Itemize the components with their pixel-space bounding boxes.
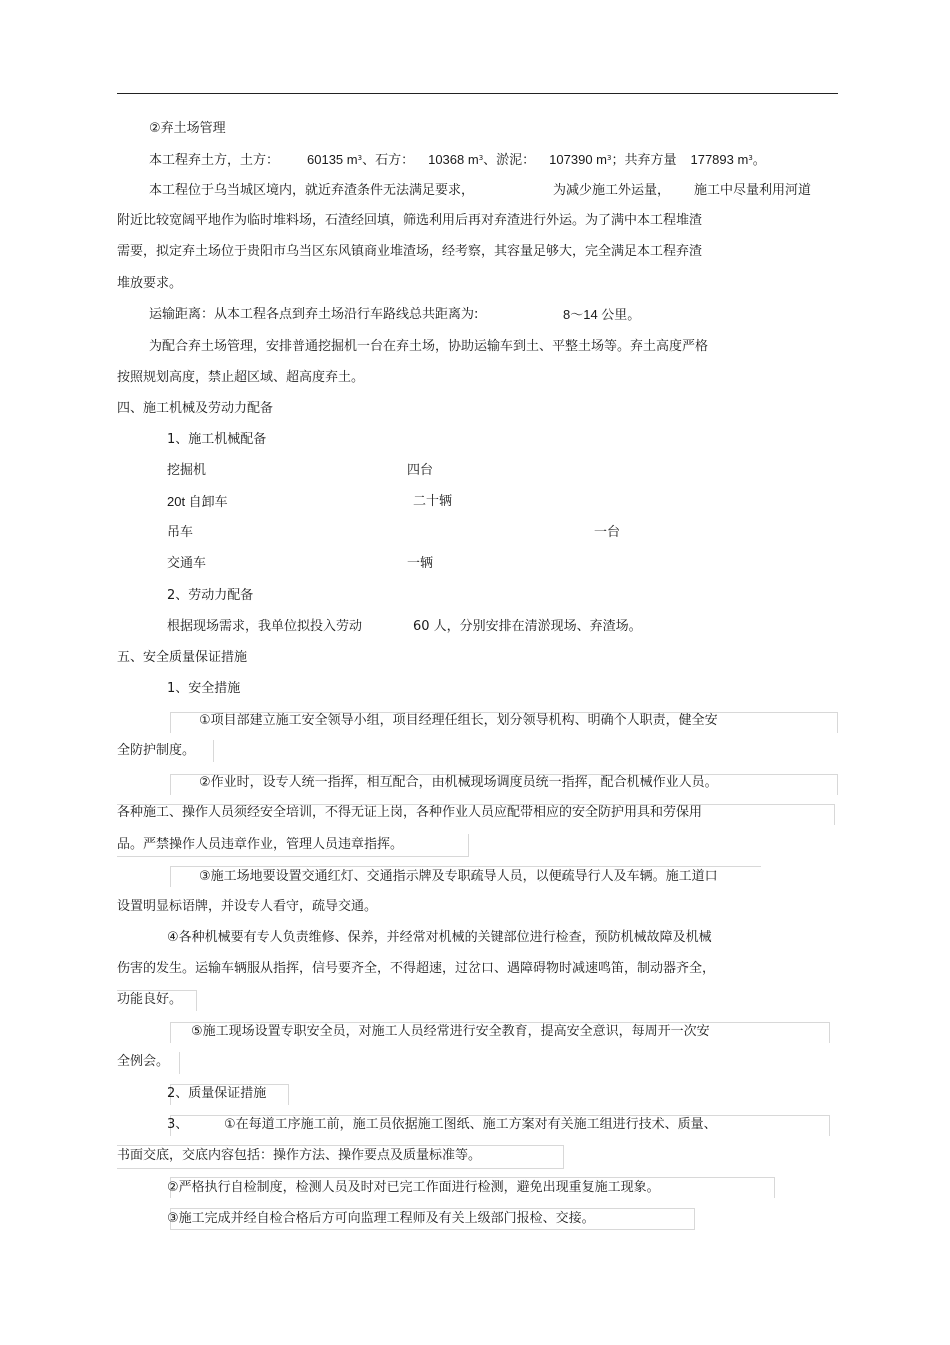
- para2-line2: 按照规划高度，禁止超区域、超高度弃土。: [117, 370, 365, 385]
- quality1-line2: 书面交底，交底内容包括：操作方法、操作要点及质量标准等。: [117, 1148, 482, 1163]
- safety1-line2: 全防护制度。: [117, 743, 196, 758]
- section4-2-heading: 2、劳动力配备: [167, 588, 254, 603]
- section5-2-heading: 2、质量保证措施: [167, 1086, 267, 1101]
- quality2: ②严格执行自检制度，检测人员及时对已完工作面进行检测，避免出现重复施工现象。: [167, 1180, 660, 1195]
- machine-name: 挖掘机: [167, 463, 207, 478]
- section4-heading: 四、施工机械及劳动力配备: [117, 401, 274, 416]
- header-rule: [117, 93, 838, 94]
- section5-heading: 五、安全质量保证措施: [117, 650, 248, 665]
- safety4-line3: 功能良好。: [117, 992, 183, 1007]
- safety3-line2: 设置明显标语牌，并设专人看守，疏导交通。: [117, 899, 378, 914]
- machine-name: 20t 自卸车: [167, 494, 228, 509]
- spoil-volumes: [149, 151, 766, 170]
- para1-line1a: 本工程位于乌当城区境内，就近弃渣条件无法满足要求，: [149, 183, 475, 198]
- safety2-line3: 品。严禁操作人员违章作业，管理人员违章指挥。: [117, 837, 404, 852]
- quality3: ③施工完成并经自检合格后方可向监理工程师及有关上级部门报检、交接。: [167, 1211, 595, 1226]
- cube-sup: 3: [607, 154, 612, 162]
- section5-1-heading: 1、安全措施: [167, 681, 241, 696]
- labor-text-b: 60 人，分别安排在清淤现场、弃渣场。: [413, 619, 642, 634]
- distance-label: 运输距离：从本工程各点到弃土场沿行车路线总共距离为:: [149, 307, 479, 322]
- machine-qty: 一台: [594, 525, 621, 540]
- safety5-line2: 全例会。: [117, 1054, 170, 1069]
- quality1-line1: ①在每道工序施工前，施工员依据施工图纸、施工方案对有关施工组进行技术、质量、: [224, 1117, 717, 1132]
- labor-text-a: 根据现场需求，我单位拟投入劳动: [167, 619, 363, 634]
- safety4-line1: ④各种机械要有专人负责维修、保养，并经常对机械的关键部位进行检查，预防机械故障及机械: [167, 930, 712, 945]
- total-label: ；共弃方量: [611, 153, 677, 168]
- silt-volume: 107390 m: [549, 152, 607, 167]
- earth-volume: 60135 m: [307, 152, 358, 167]
- machine-qty: 二十辆: [413, 494, 453, 509]
- volumes-label: 本工程弃土方，土方：: [149, 153, 280, 168]
- safety3-line1: ③施工场地要设置交通红灯、交通指示牌及专职疏导人员，以便疏导行人及车辆。施工道口: [199, 869, 718, 884]
- machine-qty: 四台: [407, 463, 434, 478]
- volumes-end: 。: [752, 153, 766, 168]
- safety2-line1: ②作业时，设专人统一指挥，相互配合，由机械现场调度员统一指挥，配合机械作业人员。: [199, 775, 718, 790]
- para1-line1b: 为减少施工外运量，: [553, 183, 671, 198]
- spoil-heading: ②弃土场管理: [149, 121, 226, 136]
- silt-label: 、淤泥：: [483, 153, 536, 168]
- distance-value: 8～14 公里。: [563, 307, 641, 322]
- machine-qty: 一辆: [407, 556, 434, 571]
- machine-name: 吊车: [167, 525, 194, 540]
- cube-sup: 3: [748, 154, 753, 162]
- machine-name: 交通车: [167, 556, 207, 571]
- total-volume: 177893 m: [690, 152, 749, 167]
- rock-volume: 10368 m: [428, 152, 479, 167]
- section4-1-heading: 1、施工机械配备: [167, 432, 267, 447]
- cube-sup: 3: [478, 154, 484, 162]
- quality-number: 3、: [167, 1117, 189, 1132]
- para1-line3: 需要，拟定弃土场位于贵阳市乌当区东风镇商业堆渣场，经考察，其容量足够大，完全满足本工程弃渣: [117, 244, 703, 259]
- para1-line1c: 施工中尽量利用河道: [694, 183, 812, 198]
- safety4-line2: 伤害的发生。运输车辆服从指挥，信号要齐全，不得超速，过岔口、遇障碍物时减速鸣笛，制动器齐全，: [117, 961, 716, 976]
- rock-label: 、石方：: [362, 153, 415, 168]
- safety1-line1: ①项目部建立施工安全领导小组，项目经理任组长，划分领导机构、明确个人职责，健全安: [199, 713, 718, 728]
- cube-sup: 3: [357, 154, 363, 162]
- safety2-line2: 各种施工、操作人员须经安全培训，不得无证上岗，各种作业人员应配带相应的安全防护用具和劳保用: [117, 805, 703, 820]
- para1-line2: 附近比较宽阔平地作为临时堆料场，石渣经回填，筛选利用后再对弃渣进行外运。为了满中本工程堆渣: [117, 213, 703, 228]
- para2-line1: 为配合弃土场管理，安排普通挖掘机一台在弃土场，协助运输车到土、平整土场等。弃土高度严格: [149, 339, 709, 354]
- para1-line4: 堆放要求。: [117, 276, 183, 291]
- safety5-line1: ⑤施工现场设置专职安全员，对施工人员经常进行安全教育，提高安全意识，每周开一次安: [191, 1024, 710, 1039]
